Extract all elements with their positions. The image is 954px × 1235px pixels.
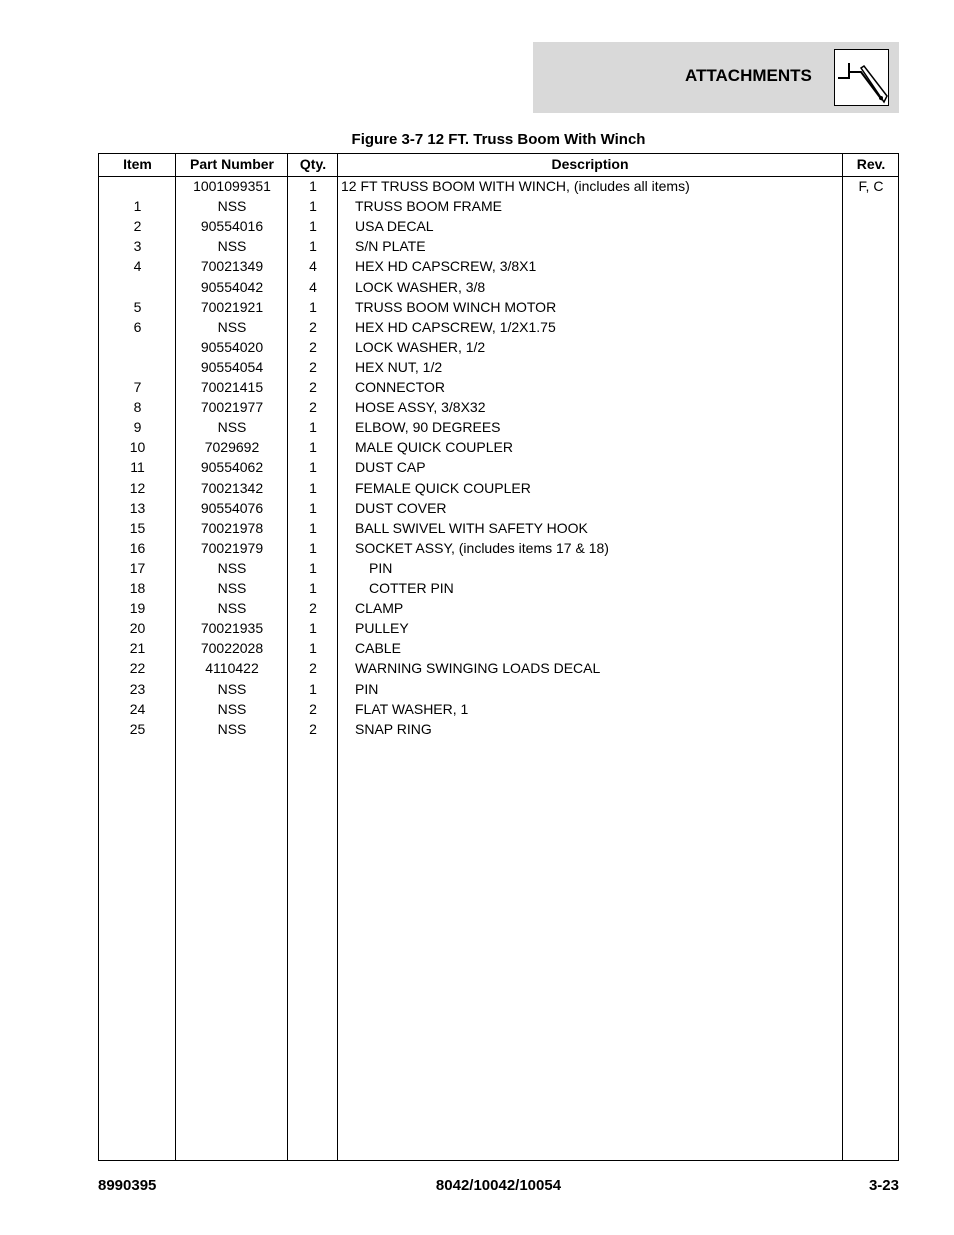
table-row [99, 297, 898, 317]
part-number-cell: NSS [217, 198, 247, 215]
footer-model-numbers: 8042/10042/10054 [435, 1177, 562, 1194]
qty-cell: 1 [309, 439, 317, 456]
rev-cell: F, C [858, 178, 884, 194]
qty-cell: 2 [309, 700, 317, 717]
description-cell: PIN [355, 680, 379, 697]
item-cell: 4 [133, 258, 142, 275]
boom-attachment-icon [834, 49, 889, 106]
description-cell: DUST COVER [355, 499, 447, 516]
item-cell: 1 [133, 198, 142, 215]
part-number-cell: 70021977 [200, 399, 264, 416]
table-row [99, 457, 898, 477]
qty-cell: 2 [309, 399, 317, 416]
table-row [99, 658, 898, 678]
item-cell: 5 [133, 298, 142, 315]
description-cell: PULLEY [355, 620, 409, 637]
part-number-cell: 70022028 [200, 640, 264, 657]
qty-cell: 4 [309, 278, 317, 295]
part-number-cell: 70021979 [200, 539, 264, 556]
item-cell: 8 [133, 399, 142, 416]
table-row [99, 377, 898, 397]
description-cell: CONNECTOR [355, 379, 445, 395]
part-number-cell: 90554062 [200, 459, 264, 476]
qty-cell: 1 [309, 218, 317, 235]
description-cell: BALL SWIVEL WITH SAFETY HOOK [355, 519, 588, 536]
qty-cell: 2 [309, 338, 317, 355]
item-cell: 9 [133, 419, 142, 436]
qty-cell: 1 [309, 559, 317, 576]
item-cell: 22 [129, 660, 146, 677]
section-title: ATTACHMENTS [685, 66, 812, 85]
description-cell: LOCK WASHER, 3/8 [355, 278, 486, 295]
part-number-cell: NSS [217, 600, 247, 617]
column-header-description: Description [551, 156, 629, 172]
qty-cell: 2 [309, 660, 317, 677]
part-number-cell: NSS [217, 700, 247, 717]
item-cell: 16 [129, 539, 146, 556]
table-row [99, 558, 898, 578]
table-row [99, 618, 898, 638]
qty-cell: 1 [309, 178, 317, 194]
description-cell: S/N PLATE [355, 238, 426, 255]
part-number-cell: 70021349 [200, 258, 264, 275]
table-row [99, 679, 898, 699]
description-cell: MALE QUICK COUPLER [355, 439, 513, 456]
description-cell: ELBOW, 90 DEGREES [355, 419, 501, 436]
description-cell: CLAMP [355, 600, 404, 617]
table-row [99, 176, 898, 196]
table-row [99, 578, 898, 598]
item-cell: 21 [129, 640, 146, 657]
table-row [99, 196, 898, 216]
item-cell: 18 [129, 580, 146, 596]
description-cell: DUST CAP [355, 459, 426, 476]
description-cell: SNAP RING [355, 720, 432, 737]
table-row [99, 277, 898, 297]
description-cell: FLAT WASHER, 1 [355, 700, 469, 717]
description-cell: HEX HD CAPSCREW, 1/2X1.75 [355, 318, 556, 335]
table-row [99, 317, 898, 337]
description-cell: TRUSS BOOM FRAME [355, 198, 503, 215]
footer-page-number: 3-23 [868, 1177, 899, 1194]
part-number-cell: 90554042 [200, 278, 264, 295]
footer-document-number: 8990395 [98, 1177, 157, 1194]
item-cell: 23 [129, 680, 146, 697]
item-cell: 3 [133, 238, 142, 255]
part-number-cell: 90554076 [200, 499, 264, 516]
qty-cell: 2 [309, 318, 317, 335]
table-row [99, 337, 898, 357]
description-cell: COTTER PIN [369, 580, 454, 596]
item-cell: 10 [129, 439, 146, 456]
description-cell: USA DECAL [355, 218, 434, 235]
table-row [99, 397, 898, 417]
part-number-cell: NSS [217, 680, 247, 697]
part-number-cell: 90554020 [200, 338, 264, 355]
item-cell: 13 [129, 499, 146, 516]
part-number-cell: 70021921 [200, 298, 264, 315]
description-cell: FEMALE QUICK COUPLER [355, 479, 531, 496]
description-cell: WARNING SWINGING LOADS DECAL [355, 660, 601, 677]
part-number-cell: 4110422 [205, 660, 259, 677]
table-row [99, 699, 898, 719]
table-row [99, 236, 898, 256]
part-number-cell: NSS [217, 580, 247, 596]
part-number-cell: 70021415 [200, 379, 264, 395]
qty-cell: 1 [309, 620, 317, 637]
item-cell: 11 [130, 459, 145, 476]
part-number-cell: 90554016 [200, 218, 264, 235]
part-number-cell: 90554054 [200, 358, 264, 375]
qty-cell: 2 [309, 600, 317, 617]
item-cell: 6 [133, 318, 142, 335]
qty-cell: 2 [309, 379, 317, 395]
part-number-cell: NSS [217, 318, 247, 335]
table-row [99, 638, 898, 658]
qty-cell: 4 [309, 258, 317, 275]
item-cell: 20 [129, 620, 146, 637]
table-row [99, 538, 898, 558]
table-row [99, 598, 898, 618]
part-number-cell: 70021342 [200, 479, 264, 496]
table-row [99, 417, 898, 437]
item-cell: 24 [129, 700, 146, 717]
qty-cell: 1 [309, 680, 317, 697]
parts-table [98, 153, 899, 1161]
part-number-cell: 1001099351 [193, 178, 271, 194]
qty-cell: 1 [309, 519, 317, 536]
table-row [99, 437, 898, 457]
item-cell: 2 [133, 218, 142, 235]
qty-cell: 1 [309, 640, 317, 657]
description-cell: HOSE ASSY, 3/8X32 [355, 399, 486, 416]
part-number-cell: 7029692 [204, 439, 260, 456]
table-row [99, 498, 898, 518]
qty-cell: 1 [309, 479, 317, 496]
part-number-cell: 70021978 [200, 519, 264, 536]
table-row [99, 357, 898, 377]
qty-cell: 1 [309, 298, 317, 315]
qty-cell: 1 [309, 238, 317, 255]
qty-cell: 1 [309, 580, 317, 596]
description-cell: PIN [369, 559, 393, 576]
qty-cell: 1 [309, 499, 317, 516]
column-header-qty: Qty. [299, 156, 327, 172]
description-cell: HEX NUT, 1/2 [355, 358, 443, 375]
item-cell: 19 [129, 600, 146, 617]
part-number-cell: NSS [217, 238, 247, 255]
qty-cell: 2 [309, 720, 317, 737]
description-cell: 12 FT TRUSS BOOM WITH WINCH, (includes all items) [341, 178, 690, 194]
qty-cell: 1 [309, 539, 317, 556]
description-cell: HEX HD CAPSCREW, 3/8X1 [355, 258, 537, 275]
qty-cell: 1 [309, 419, 317, 436]
table-row [99, 216, 898, 236]
item-cell: 25 [129, 720, 146, 737]
item-cell: 17 [129, 559, 146, 576]
description-cell: TRUSS BOOM WINCH MOTOR [355, 298, 557, 315]
column-header-part-number: Part Number [189, 156, 275, 172]
item-cell: 15 [129, 519, 146, 536]
qty-cell: 1 [309, 198, 317, 215]
part-number-cell: NSS [217, 419, 247, 436]
column-header-rev: Rev. [856, 156, 886, 172]
part-number-cell: NSS [217, 720, 247, 737]
description-cell: SOCKET ASSY, (includes items 17 & 18) [355, 539, 609, 556]
part-number-cell: 70021935 [200, 620, 264, 637]
item-cell: 7 [133, 379, 142, 395]
table-row [99, 256, 898, 276]
column-header-item: Item [123, 156, 152, 172]
qty-cell: 2 [309, 358, 317, 375]
qty-cell: 1 [309, 459, 317, 476]
table-row [99, 518, 898, 538]
part-number-cell: NSS [217, 559, 247, 576]
description-cell: LOCK WASHER, 1/2 [355, 338, 486, 355]
table-row [99, 478, 898, 498]
section-header [533, 42, 899, 113]
description-cell: CABLE [355, 640, 401, 657]
table-row [99, 719, 898, 739]
figure-title: Figure 3-7 12 FT. Truss Boom With Winch [351, 131, 646, 148]
item-cell: 12 [129, 479, 146, 496]
